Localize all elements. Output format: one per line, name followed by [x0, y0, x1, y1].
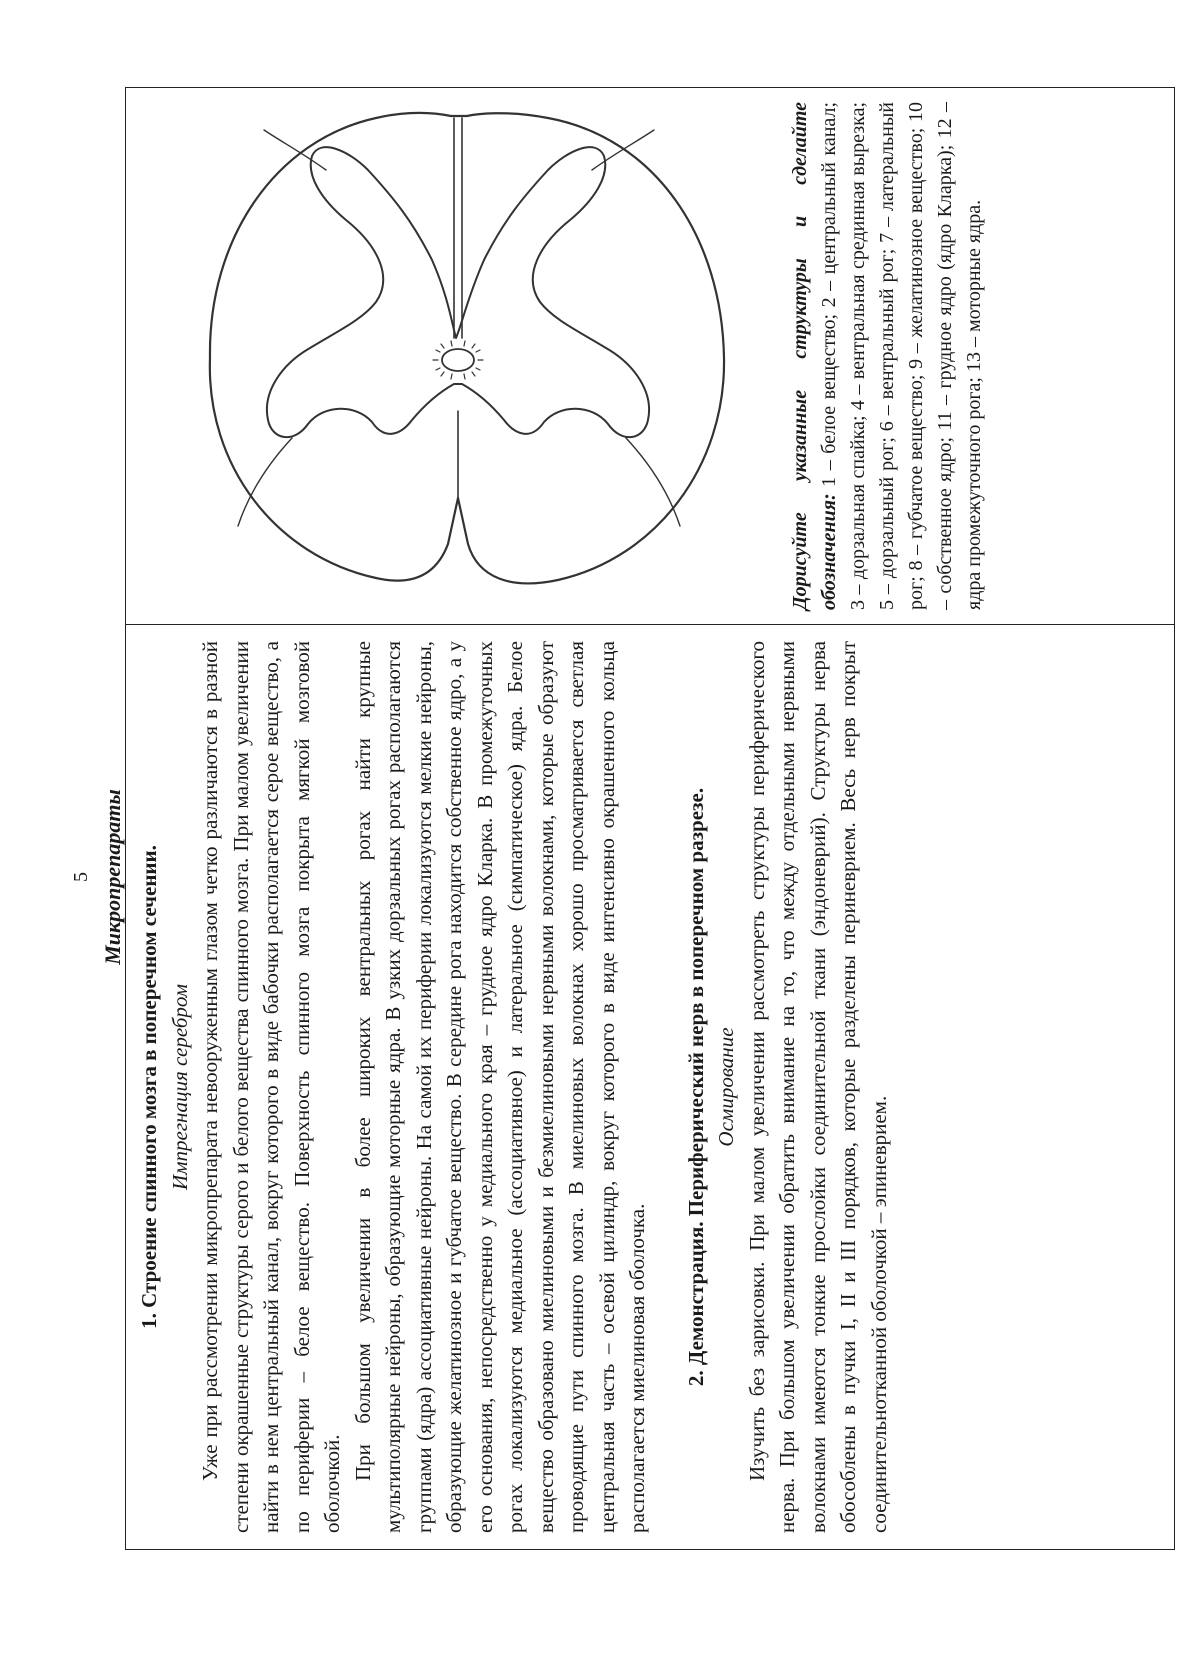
grey-matter-butterfly — [267, 147, 649, 437]
figure-column — [126, 88, 1174, 624]
page-header: Микропрепараты — [100, 789, 125, 965]
dorsal-median-septum — [454, 118, 462, 338]
section-2-method: Осмирование — [714, 1027, 738, 1147]
legend-text: 1 – белое вещество; 2 – центральный канал; 3 – дорзальная спайка; 4 – вентральная срединная вырезка; 5 – дорзальный рог; 6 – вентральный рог; 7 – латеральный рог; 8 – губчатое вещество; 9 – желатинозное вещество; 10 – собственное ядро; 11 – грудное ядро (ядро Кларка); 12 – ядра промежуточного рога; 13 – моторные ядра. — [818, 102, 985, 610]
content-frame — [125, 87, 1175, 1550]
section-1-paragraph-2: При большом увеличении в более широких вентральных рогах найти крупные мультиполярные нейроны, образующие моторные ядра. В узких дорзальных рогах располагаются группами (ядра) ассоциативные нейроны. На самой их периферии локализуются мелкие нейроны, образующие желатинозное и губчатое вещество. В середине рога находится собственное ядро, а у его основания, непосредственно у медиального края – грудное ядро Кларка. В промежуточных рогах локализуются медиальное (ассоциативное) и латеральное (симпатическое) ядра. Белое вещество образовано миелиновыми и безмиелиновыми нервными волокнами, которые образуют проводящие пути спинного мозга. В миелиновых волокнах хорошо просматривается светлая центральная часть – осевой цилиндр, вокруг которого в виде интенсивно окрашенного кольца располагается миелиновая оболочка. — [350, 641, 649, 1533]
central-canal — [442, 349, 474, 371]
section-2-title: 2. Демонстрация. Периферический нерв в поперечном разрезе. — [683, 787, 708, 1387]
section-1-paragraph-1: Уже при рассмотрении микропрепарата невооруженным глазом четко различаются в разной степени окрашенные структуры серого и белого вещества спинного мозга. При малом увеличении найти в нем центральный канал, вокруг которого в виде бабочки располагается серое вещество, а по периферии – белое вещество. Поверхность спинного мозга покрыта мягкой мозговой оболочкой. — [198, 641, 344, 1533]
central-canal-ependyma — [433, 341, 483, 379]
figure-legend — [786, 102, 989, 610]
section-1-method: Импрегнация серебром — [167, 983, 192, 1191]
tract-line-lower — [626, 438, 680, 526]
legend-heading: Дорисуйте указанные структуры и сделайте обозначения: — [789, 102, 840, 610]
spinal-cord-cross-section-drawing — [186, 96, 746, 616]
text-column — [126, 624, 1174, 1549]
section-1-title: 1. Строение спинного мозга в поперечном сечении. — [137, 845, 161, 1329]
page-number: 5 — [70, 872, 92, 882]
section-2-paragraph-1: Изучить без зарисовки. При малом увеличении рассмотреть структуры периферического нерва. При большом увеличении обратить внимание на то, что между отдельными нервными волокнами имеются тонкие прослойки соединительной ткани (эндоневрий). Структуры нерва обособлены в пучки I, II и III порядков, которые разделены периневрием. Весь нерв покрыт соединительнотканной оболочкой – эпиневрием. — [744, 641, 891, 1533]
spinal-cord-outline — [210, 113, 724, 584]
